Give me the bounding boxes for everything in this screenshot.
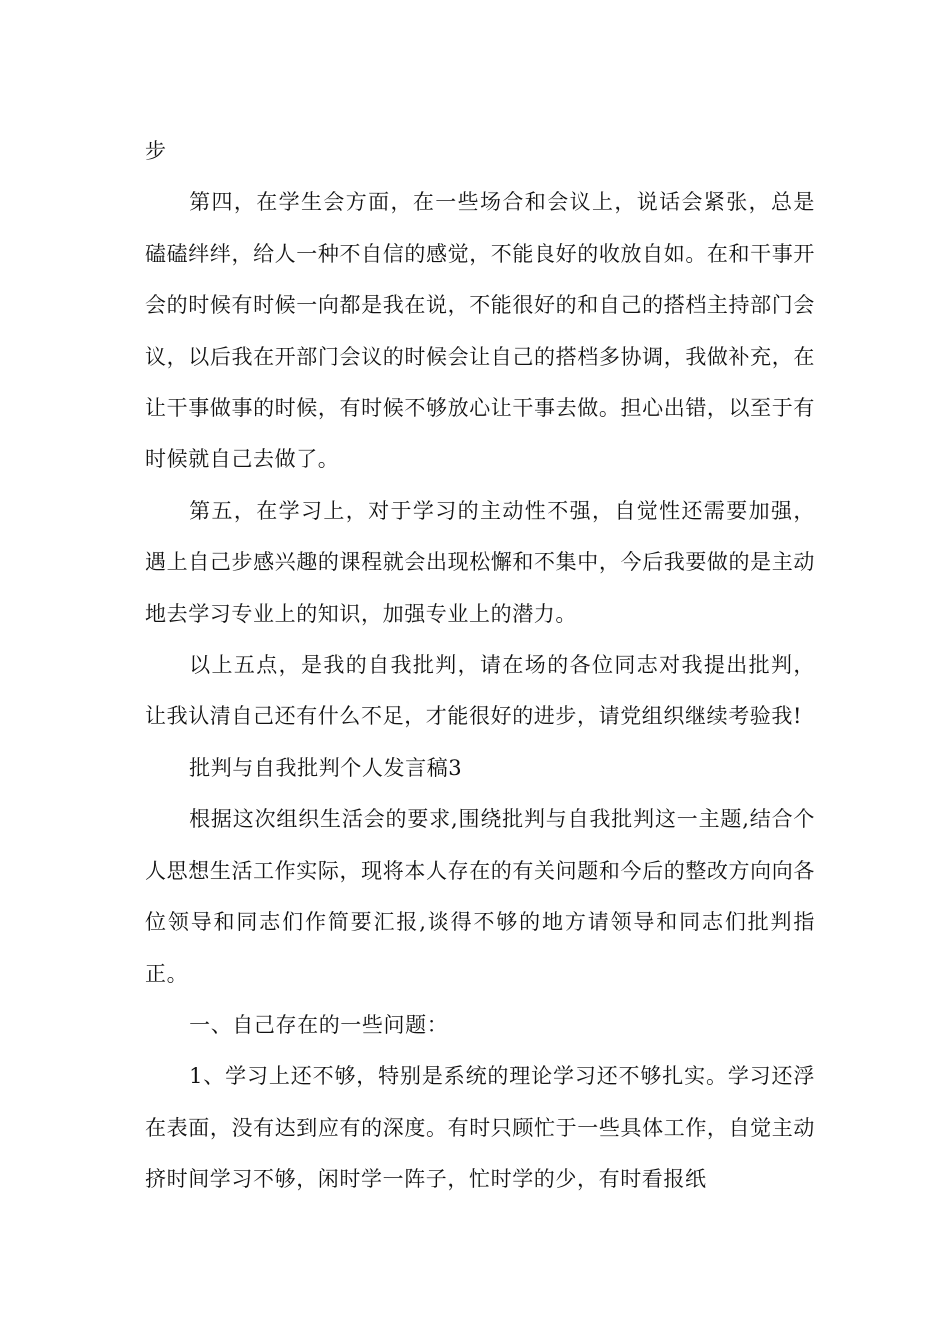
- document-body: [145, 126, 815, 1206]
- section-heading: 批判与自我批判个人发言稿3: [189, 755, 463, 780]
- paragraph-introduction: 根据这次组织生活会的要求,围绕批判与自我批判这一主题,结合个人思想生活工作实际，现将本人存在的有关问题和今后的整改方向向各位领导和同志们作简要汇报,谈得不够的地方请领导和同志们批判指正。: [145, 807, 815, 986]
- paragraph-conclusion: 以上五点，是我的自我批判，请在场的各位同志对我提出批判，让我认清自己还有什么不足，才能很好的进步，请党组织继续考验我!: [145, 653, 815, 729]
- paragraph-item-1: 1、学习上还不够，特别是系统的理论学习还不够扎实。学习还浮在表面，没有达到应有的深度。有时只顾忙于一些具体工作，自觉主动挤时间学习不够，闲时学一阵子，忙时学的少，有时看报纸: [145, 1064, 815, 1192]
- paragraph-continuation: 步: [145, 139, 167, 163]
- paragraph-fifth-point: 第五，在学习上，对于学习的主动性不强，自觉性还需要加强，遇上自己步感兴趣的课程就会出现松懈和不集中，今后我要做的是主动地去学习专业上的知识，加强专业上的潜力。: [145, 498, 815, 626]
- paragraph-fourth-point: 第四，在学生会方面，在一些场合和会议上，说话会紧张，总是磕磕绊绊，给人一种不自信的感觉，不能良好的收放自如。在和干事开会的时候有时候一向都是我在说，不能很好的和自己的搭档主持部门会议，以后我在开部门会议的时候会让自己的搭档多协调，我做补充，在让干事做事的时候，有时候不够放心让干事去做。担心出错，以至于有时候就自己去做了。: [145, 190, 815, 472]
- subheading-problems: 一、自己存在的一些问题：: [189, 1012, 449, 1037]
